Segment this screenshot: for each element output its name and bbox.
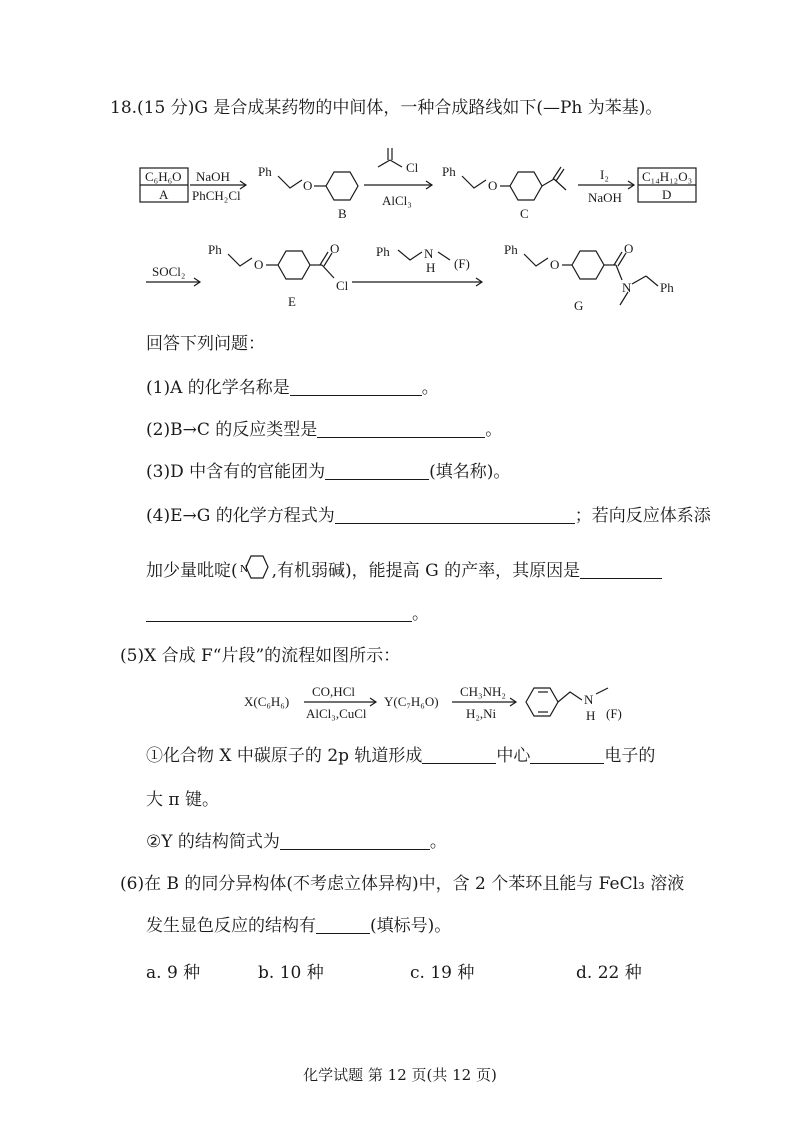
B-label: B [338,206,347,221]
pyridine-N: N [239,563,248,575]
q6-answer-blank[interactable] [316,915,370,934]
q3-answer-blank[interactable] [325,461,429,480]
q6-option-a[interactable]: a. 9 种 [146,963,201,983]
F-label: (F) [454,256,470,271]
q5-electron-blank[interactable] [530,745,604,764]
F-N: N [424,246,434,261]
E-Cl: Cl [336,278,349,293]
q4-equation-blank[interactable] [335,505,575,524]
q5-N: N [584,692,594,707]
q6-option-d[interactable]: d. 22 种 [576,963,642,983]
q1-answer-blank[interactable] [290,377,422,396]
q2: (2)B→C 的反应类型是 。 [146,420,503,440]
G-Ph: Ph [504,242,518,257]
q5-scheme [0,678,800,728]
q2-answer-blank[interactable] [317,419,485,438]
q4-line3: 。 [146,602,429,626]
q5-sub2: ②Y 的结构简式为 。 [146,832,447,852]
q5-r1-top: CO,HCl [312,684,355,699]
step3-bottom: NaOH [588,190,622,205]
ring-G [572,251,604,279]
step3-top: I₂ [600,167,609,182]
step2-bottom: AlCl₃ [382,193,412,208]
G-O: O [550,257,560,272]
step1-bottom: PhCH₂Cl [192,188,241,203]
q5-sub1: ①化合物 X 中碳原子的 2p 轨道形成 中心 电子的 [146,746,656,766]
B-Ph: Ph [258,164,272,179]
q5-H: H [586,708,596,723]
question-intro: G 是合成某药物的中间体，一种合成路线如下(—Ph 为苯基)。 [194,98,663,118]
C-Ph: Ph [442,164,456,179]
q1: (1)A 的化学名称是 。 [146,378,439,398]
D-label: D [662,187,672,202]
ring-E [278,251,310,279]
q4-reason-blank-2[interactable] [146,603,412,622]
ring-C [510,172,542,200]
q5-sub1-line2: 大 π 键。 [146,790,219,810]
ring-B [326,172,358,200]
reagent-Cl: Cl [406,160,419,175]
q5-X: X(C₆H₆) [244,694,290,709]
q5-r1-bottom: AlCl₃,CuCl [306,706,367,721]
q3: (3)D 中含有的官能团为 (填名称)。 [146,462,511,482]
G-carbonyl-O: O [624,241,634,256]
q5-r2-top: CH₃NH₂ [460,684,506,699]
step4-top: SOCl₂ [152,264,186,279]
q6-option-c[interactable]: c. 19 种 [410,963,475,983]
q5-Y-structure-blank[interactable] [280,831,430,850]
question-number: 18. [110,98,138,118]
q4-reason-blank-1[interactable] [580,560,662,579]
D-formula: C₁₄H₁₂O₃ [642,169,693,184]
q5-center-blank[interactable] [422,745,496,764]
G-label: G [574,298,584,313]
pyridine-structure [238,552,272,582]
F-Ph: Ph [376,244,390,259]
C-O: O [488,178,498,193]
E-label: E [288,294,296,309]
q5-intro: (5)X 合成 F“片段”的流程如图所示： [120,646,401,666]
E-O: O [254,257,264,272]
q6-line1: (6)在 B 的同分异构体(不考虑立体异构)中，含 2 个苯环且能与 FeCl₃ 溶液 [120,874,685,894]
q4-line2: 加少量吡啶( N ,有机弱碱)，能提高 G 的产率，其原因是 [146,552,662,583]
synthesis-scheme [0,0,800,330]
E-Ph: Ph [208,242,222,257]
A-label: A [159,187,169,202]
page-footer: 化学试题 第 12 页(共 12 页) [303,1066,497,1084]
F-H: H [426,260,436,275]
answer-prompt: 回答下列问题： [146,334,265,354]
question-points: (15 分) [137,98,195,118]
G-N: N [622,280,632,295]
q5-F: (F) [606,706,622,721]
q6-option-b[interactable]: b. 10 种 [258,963,324,983]
q5-Y: Y(C₇H₆O) [384,694,439,709]
C-label: C [520,206,529,221]
q4-line1: (4)E→G 的化学方程式为 ；若向反应体系添 [146,506,711,526]
q6-line2: 发生显色反应的结构有 (填标号)。 [146,916,452,936]
q5-r2-bottom: H₂,Ni [466,706,497,721]
B-O: O [303,178,313,193]
E-carbonyl-O: O [330,241,340,256]
step1-top: NaOH [196,169,230,184]
A-formula: C₆H₆O [145,169,182,184]
G-Ph2: Ph [660,280,674,295]
